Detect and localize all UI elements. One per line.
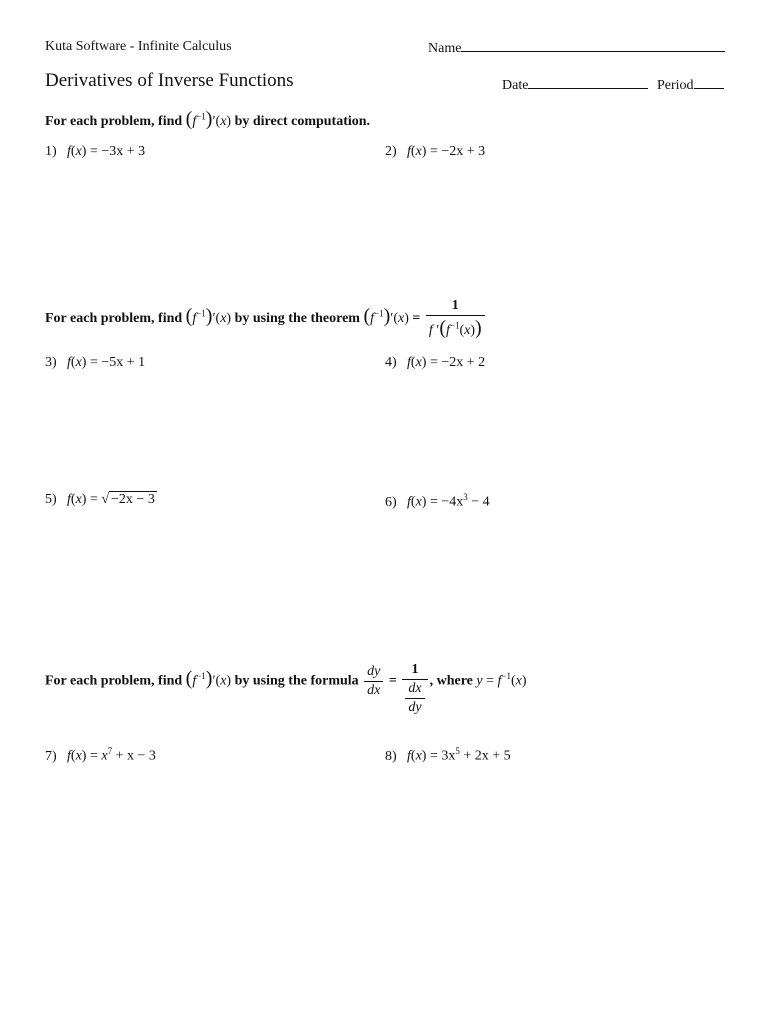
date-blank[interactable] [528, 76, 648, 89]
name-field[interactable] [428, 39, 725, 57]
section-3-lead: For each problem, find [45, 673, 183, 689]
period-label: Period [657, 78, 694, 93]
problem-1: 1) f(x) = −3x + 3 [45, 144, 146, 159]
section-3-tail: , where [429, 673, 473, 689]
section-1-tail: by direct computation. [234, 114, 371, 129]
problem-6: 6) $f(x) = -4x^3 - 4$ [385, 492, 490, 510]
section-2-lead: For each problem, find [45, 311, 183, 327]
section-1-lead: For each problem, find [45, 114, 183, 129]
problem-3: 3) f(x) = −5x + 1 [45, 355, 146, 370]
period-field[interactable] [657, 76, 724, 94]
dy-dx-fraction: $\frac{dy}{dx}$ [364, 664, 383, 699]
problem-7: 7) $f(x) = x^7 + x - 3$ [45, 746, 156, 764]
theorem-fraction: $\frac{1}{f '(f^{-1}(x))}$ [426, 298, 485, 340]
section-1-instruction: For each problem, find $(f^{-1})'(x)$ by direct computation. [45, 108, 371, 130]
section-3-instruction: For each problem, find $(f^{-1})'(x)$ by using the formula $\frac{dy}{dx}$ = $\frac{1}{\frac{dx}{dy}}$ , where $y = f^{-1}(x)$ [45, 662, 527, 715]
formula-fraction: $\frac{1}{\frac{dx}{dy}}$ [402, 662, 427, 716]
name-label: Name [428, 41, 462, 56]
section-3-mid: by using the formula [234, 673, 359, 689]
page-title: Derivatives of Inverse Functions [45, 70, 294, 91]
name-blank[interactable] [461, 39, 725, 52]
problem-5: 5) f(x) = √ −2x − 3 [45, 492, 155, 507]
problem-4: 4) f(x) = −2x + 2 [385, 355, 486, 370]
section-2-instruction: For each problem, find $(f^{-1})'(x)$ by using the theorem $(f^{-1})'(x)$ = $\frac{1}{f '(f^{-1}(x))}$ [45, 298, 487, 340]
section-2-mid: by using the theorem [234, 311, 360, 327]
date-label: Date [502, 78, 529, 93]
problem-8: 8) $f(x) = 3x^5 + 2x + 5$ [385, 746, 511, 764]
header-software: Kuta Software - Infinite Calculus [45, 39, 232, 54]
date-field[interactable] [502, 76, 648, 94]
period-blank[interactable] [694, 76, 724, 89]
problem-2: 2) f(x) = −2x + 3 [385, 144, 486, 159]
